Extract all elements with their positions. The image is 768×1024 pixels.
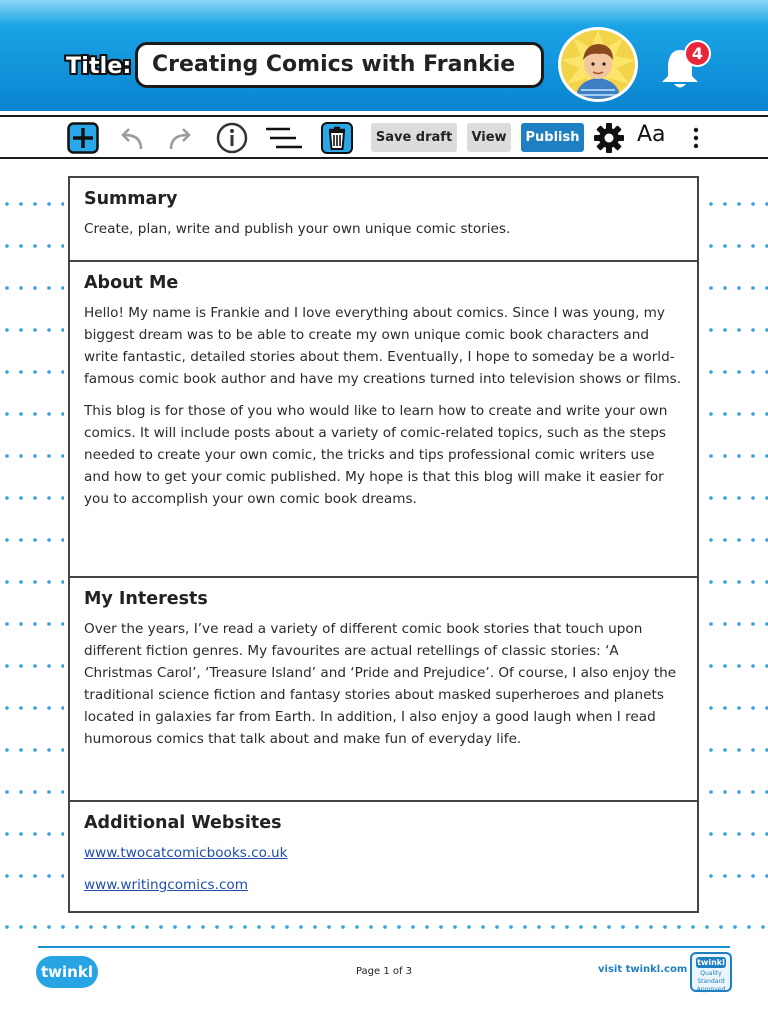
about-heading: About Me: [84, 273, 179, 293]
align-icon[interactable]: [262, 123, 304, 153]
visit-link[interactable]: visit twinkl.com: [598, 964, 688, 975]
trash-icon[interactable]: [320, 121, 354, 155]
website-link[interactable]: www.twocatcomicbooks.co.uk: [84, 845, 288, 861]
interests-heading: My Interests: [84, 589, 208, 609]
title-label: Title:: [66, 54, 132, 79]
title-input[interactable]: Creating Comics with Frankie: [135, 42, 544, 88]
interests-text: Over the years, I’ve read a variety of different comic book stories that touch upon different fiction genres. My favourites are actual retellings of classic stories: ‘A Christmas Carol’, ‘Treasure Island’ and ‘Pride and Prejudice’. Of course, I also enjoy the traditional science fiction and fantasy stories about masked superheroes and planets located in galaxies far from Earth. In addition, I also enjoy a good laugh when I read humorous comics that talk about and make fun of everyday life.: [84, 621, 677, 747]
header-bar: [0, 0, 768, 113]
blog-profile-content: [68, 176, 699, 913]
dotted-border-bottom: [0, 921, 768, 933]
summary-section: [70, 178, 697, 262]
editor-toolbar: [0, 115, 768, 159]
add-icon[interactable]: [66, 122, 100, 154]
avatar[interactable]: [558, 27, 638, 102]
notification-count-badge: 4: [684, 40, 711, 67]
avatar-illustration: [561, 30, 635, 100]
page-number: Page 1 of 3: [355, 966, 413, 977]
more-icon[interactable]: [686, 125, 706, 151]
interests-section: [70, 578, 697, 802]
gear-icon[interactable]: [592, 121, 626, 155]
dotted-border-left: [0, 183, 64, 901]
websites-heading: Additional Websites: [84, 813, 282, 833]
summary-text: Create, plan, write and publish your own unique comic stories.: [84, 221, 511, 237]
twinkl-logo: twinkl: [36, 956, 98, 988]
info-icon[interactable]: [214, 121, 250, 155]
save-draft-button[interactable]: Save draft: [371, 123, 457, 152]
font-settings-button[interactable]: Aa: [637, 122, 666, 147]
quality-text: Quality Standard Approved: [696, 970, 726, 993]
dotted-border-right: [704, 183, 768, 901]
redo-icon[interactable]: [164, 123, 198, 153]
websites-section: [70, 802, 697, 911]
publish-button[interactable]: Publish: [521, 123, 584, 152]
website-link[interactable]: www.writingcomics.com: [84, 877, 248, 893]
about-section: [70, 262, 697, 578]
undo-icon[interactable]: [114, 123, 148, 153]
summary-heading: Summary: [84, 189, 178, 209]
about-paragraph: This blog is for those of you who would like to learn how to create and write your own comics. It will include posts about a variety of comic-related topics, such as the steps needed to create your own comic, the tricks and tips professional comic writers use and how to get your comic published. My hope is that this blog will make it easier for you to accomplish your own comic book dreams.: [84, 403, 668, 507]
view-button[interactable]: View: [467, 123, 511, 152]
quality-brand: twinkl: [697, 958, 725, 967]
quality-standard-badge: [690, 952, 732, 992]
about-paragraph: Hello! My name is Frankie and I love everything about comics. Since I was young, my biggest dream was to be able to create my own unique comic book characters and write fantastic, detailed stories about them. Eventually, I hope to someday be a world-famous comic book author and have my creations turned into television shows or films.: [84, 305, 682, 387]
footer-divider: [38, 946, 730, 948]
